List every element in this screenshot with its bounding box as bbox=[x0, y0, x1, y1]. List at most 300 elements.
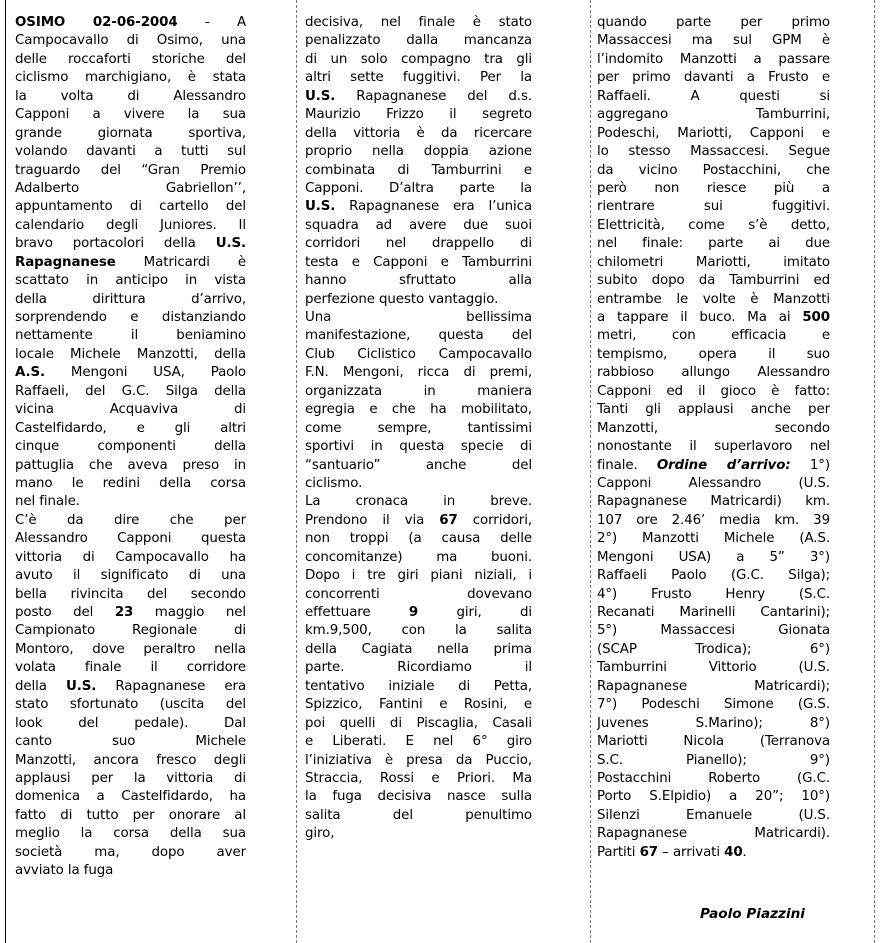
text-line bbox=[597, 14, 830, 32]
text-run: Tamburrini Vittorio (U.S. bbox=[597, 660, 830, 676]
text-run: grande giornata sportiva, bbox=[15, 125, 246, 141]
text-line bbox=[597, 844, 830, 862]
text-run: C’è da dire che per bbox=[15, 512, 246, 528]
text-run: Mengoni USA) a 5” 3°) bbox=[597, 549, 830, 565]
text-line bbox=[597, 217, 830, 235]
text-run: testa e Capponi e Tamburrini bbox=[305, 254, 532, 270]
text-run: Partiti bbox=[597, 844, 640, 860]
text-run: volando davanti a tutti sul bbox=[15, 144, 246, 160]
text-run: hanno sfruttato alla bbox=[305, 273, 532, 289]
text-run: Adalberto Gabriellon’’, bbox=[15, 180, 246, 196]
text-run: Capponi. D’altra parte la bbox=[305, 180, 532, 196]
text-run: bravo portacolori della bbox=[15, 236, 216, 252]
text-line bbox=[305, 346, 532, 364]
text-run: Rapagnanese Matricardi); bbox=[597, 678, 830, 694]
text-line bbox=[305, 401, 532, 419]
text-line bbox=[597, 198, 830, 216]
text-run: lo stesso Massaccesi. Segue bbox=[597, 144, 830, 160]
text-line bbox=[15, 825, 246, 843]
text-run: metri, con efficacia e bbox=[597, 328, 830, 344]
text-line bbox=[305, 32, 532, 50]
text-run: giri, di bbox=[418, 605, 532, 620]
text-run: scattato in anticipo in vista bbox=[15, 273, 246, 289]
text-line bbox=[597, 88, 830, 106]
text-line bbox=[15, 69, 246, 87]
text-line bbox=[15, 512, 246, 530]
text-line bbox=[15, 125, 246, 143]
text-line bbox=[15, 438, 246, 456]
text-run: Club Ciclistico Campocavallo bbox=[305, 346, 532, 362]
text-run: Postacchini Roberto (G.C. bbox=[597, 770, 830, 786]
text-run: Prendono il via bbox=[305, 512, 440, 528]
text-run: corridori, bbox=[457, 512, 532, 528]
text-line bbox=[15, 401, 246, 419]
text-line bbox=[597, 752, 830, 770]
text-run: bella rivincita del secondo bbox=[15, 586, 246, 602]
text-run: . bbox=[742, 844, 747, 860]
text-line bbox=[305, 162, 532, 180]
text-line bbox=[597, 401, 830, 419]
text-line bbox=[15, 180, 246, 198]
text-line bbox=[15, 51, 246, 69]
text-line bbox=[305, 678, 532, 696]
text-run: - A bbox=[177, 15, 246, 30]
text-run: quando parte per primo bbox=[597, 15, 830, 30]
text-run: Podeschi, Mariotti, Capponi e bbox=[597, 125, 830, 141]
text-run: la fuga decisiva nasce sulla bbox=[305, 789, 532, 805]
text-line bbox=[597, 530, 830, 548]
text-line bbox=[305, 291, 532, 309]
text-run: “santuario” anche del bbox=[305, 457, 532, 473]
text-run: vicina Acquaviva di bbox=[15, 402, 246, 418]
bold-text-run: U.S. bbox=[65, 678, 97, 694]
text-line bbox=[305, 604, 532, 622]
text-line bbox=[305, 475, 532, 493]
text-run: per primo davanti a Frusto e bbox=[597, 70, 830, 86]
bold-text-run: A.S. bbox=[15, 365, 46, 381]
text-line bbox=[597, 346, 830, 364]
text-line bbox=[15, 844, 246, 862]
text-run: Campocavallo di Osimo, una bbox=[15, 33, 246, 49]
text-line bbox=[597, 493, 830, 511]
text-run: come sempre, tantissimi bbox=[305, 420, 532, 436]
text-run: nonostante il superlavoro nel bbox=[597, 439, 830, 455]
text-run: volata finale il corridore bbox=[15, 660, 246, 676]
text-run: appuntamento di cartello del bbox=[15, 199, 246, 215]
text-line bbox=[597, 567, 830, 585]
article-column-1 bbox=[15, 14, 246, 881]
text-run: giro, bbox=[305, 826, 335, 842]
text-run: rientrare sui fuggitivi. bbox=[597, 199, 830, 215]
text-run: altri sette fuggitivi. Per la bbox=[305, 70, 532, 86]
text-line bbox=[305, 125, 532, 143]
text-line bbox=[15, 106, 246, 124]
text-line bbox=[305, 143, 532, 161]
text-line bbox=[305, 641, 532, 659]
text-line bbox=[305, 327, 532, 345]
text-run: Una bellissima bbox=[305, 310, 532, 325]
text-run: locale Michele Manzotti, della bbox=[15, 346, 246, 362]
text-line bbox=[305, 106, 532, 124]
text-line bbox=[305, 788, 532, 806]
article-column-2 bbox=[305, 14, 532, 844]
text-line bbox=[305, 825, 532, 843]
text-line bbox=[597, 106, 830, 124]
text-line bbox=[15, 346, 246, 364]
text-line bbox=[305, 254, 532, 272]
text-line bbox=[305, 622, 532, 640]
text-run: fatto di tutto per onorare al bbox=[15, 807, 246, 823]
text-line bbox=[305, 364, 532, 382]
column-divider-2 bbox=[590, 0, 591, 943]
text-line bbox=[305, 309, 532, 327]
text-run: finale. bbox=[597, 457, 657, 473]
text-line bbox=[597, 51, 830, 69]
text-line bbox=[597, 420, 830, 438]
text-run: pattuglia che aveva preso in bbox=[15, 457, 246, 473]
text-run: Matricardi è bbox=[115, 254, 246, 270]
text-line bbox=[15, 291, 246, 309]
text-line bbox=[305, 549, 532, 567]
text-run: 107 ore 2.46’ media km. 39 bbox=[597, 512, 830, 528]
text-run: egregia e che ha mobilitato, bbox=[305, 402, 532, 418]
text-line bbox=[305, 438, 532, 456]
text-line bbox=[15, 659, 246, 677]
text-run: Alessandro Capponi questa bbox=[15, 531, 246, 547]
text-run: (SCAP Trodica); 6°) bbox=[597, 641, 830, 657]
bold-italic-text-run: Ordine d’arrivo: bbox=[656, 457, 791, 473]
text-run: 7°) Podeschi Simone (G.S. bbox=[597, 697, 830, 713]
text-line bbox=[305, 752, 532, 770]
text-run: 2°) Manzotti Michele (A.S. bbox=[597, 531, 830, 547]
text-run: parte. Ricordiamo il bbox=[305, 660, 532, 676]
text-line bbox=[597, 733, 830, 751]
text-run: l’iniziativa è presa da Puccio, bbox=[305, 752, 532, 768]
text-line bbox=[15, 604, 246, 622]
text-line bbox=[15, 641, 246, 659]
text-run: da vicino Postacchini, che bbox=[597, 162, 830, 178]
text-line bbox=[15, 364, 246, 382]
text-run: perfezione questo vantaggio. bbox=[305, 291, 499, 307]
text-run: Rapagnanese era l’unica bbox=[335, 199, 532, 215]
text-line bbox=[15, 715, 246, 733]
bold-text-run: 40 bbox=[724, 844, 743, 860]
text-line bbox=[597, 641, 830, 659]
text-line bbox=[15, 327, 246, 345]
text-line bbox=[305, 217, 532, 235]
text-line bbox=[15, 770, 246, 788]
text-run: cinque componenti della bbox=[15, 439, 246, 455]
text-run: squadra ad avere due suoi bbox=[305, 217, 532, 233]
text-run: chilometri Mariotti, imitato bbox=[597, 254, 830, 270]
text-run: ciclismo. bbox=[305, 475, 363, 491]
text-run: Maurizio Frizzo il segreto bbox=[305, 107, 532, 123]
text-line bbox=[597, 512, 830, 530]
text-run: Raffaeli. A questi si bbox=[597, 88, 830, 104]
text-line bbox=[597, 438, 830, 456]
text-line bbox=[15, 217, 246, 235]
text-run: 5°) Massaccesi Gionata bbox=[597, 623, 830, 639]
text-run: La cronaca in breve. bbox=[305, 494, 532, 510]
text-line bbox=[15, 272, 246, 290]
text-run: km.9,500, con la salita bbox=[305, 623, 532, 639]
text-line bbox=[305, 715, 532, 733]
text-run: Dopo i tre giri piani niziali, i bbox=[305, 568, 532, 584]
text-run: a tappare il buco. Ma ai bbox=[597, 310, 803, 325]
text-line bbox=[15, 383, 246, 401]
text-run: salita del penultimo bbox=[305, 807, 532, 823]
text-line bbox=[15, 733, 246, 751]
bold-text-run: 67 bbox=[639, 844, 659, 860]
text-run: organizzata in maniera bbox=[305, 383, 532, 399]
text-line bbox=[15, 586, 246, 604]
text-line bbox=[597, 457, 830, 475]
bold-text-run: 500 bbox=[802, 310, 830, 325]
text-line bbox=[15, 198, 246, 216]
text-run: concorrenti dovevano bbox=[305, 586, 532, 602]
text-line bbox=[597, 696, 830, 714]
text-run: della dirittura d’arrivo, bbox=[15, 291, 246, 307]
text-line bbox=[597, 659, 830, 677]
text-line bbox=[15, 143, 246, 161]
text-line bbox=[597, 383, 830, 401]
text-run: domenica a Castelfidardo, ha bbox=[15, 789, 246, 805]
text-line bbox=[15, 622, 246, 640]
text-line bbox=[15, 475, 246, 493]
text-run: entrambe le volte è Manzotti bbox=[597, 291, 830, 307]
text-run: mano le redini della corsa bbox=[15, 475, 246, 491]
text-run: Raffaeli Paolo (G.C. Silga); bbox=[597, 568, 830, 584]
text-line bbox=[597, 586, 830, 604]
column-divider-left-edge bbox=[5, 0, 6, 943]
text-run: Manzotti, secondo bbox=[597, 420, 830, 436]
text-run: effettuare bbox=[305, 605, 409, 620]
text-run: della vittoria è da ricercare bbox=[305, 125, 532, 141]
column-divider-right-edge bbox=[874, 0, 875, 943]
text-line bbox=[305, 807, 532, 825]
text-run: avuto il significato di una bbox=[15, 568, 246, 584]
text-run: Manzotti, ancora fresco degli bbox=[15, 752, 246, 768]
text-run: sportivi in questa specie di bbox=[305, 439, 532, 455]
text-run: nel finale: parte ai due bbox=[597, 236, 830, 252]
text-line bbox=[15, 530, 246, 548]
text-run: di un solo compagno tra gli bbox=[305, 51, 532, 67]
text-run: tempismo, opera il suo bbox=[597, 346, 830, 362]
text-line bbox=[597, 549, 830, 567]
bold-text-run: U.S. bbox=[305, 199, 336, 215]
text-line bbox=[597, 364, 830, 382]
text-run: Montoro, dove peraltro nella bbox=[15, 641, 246, 657]
text-line bbox=[15, 567, 246, 585]
text-line bbox=[305, 696, 532, 714]
text-run: concomitanze) ma buoni. bbox=[305, 549, 532, 565]
text-run: delle roccaforti storiche del bbox=[15, 51, 246, 67]
text-run: Capponi ed il gioco è fatto: bbox=[597, 383, 830, 399]
text-line bbox=[305, 235, 532, 253]
text-line bbox=[305, 88, 532, 106]
text-line bbox=[15, 807, 246, 825]
text-line bbox=[597, 475, 830, 493]
text-run: rabbioso allungo Alessandro bbox=[597, 365, 830, 381]
text-run: penalizzato dalla mancanza bbox=[305, 33, 532, 49]
text-line bbox=[597, 291, 830, 309]
text-line bbox=[15, 88, 246, 106]
text-line bbox=[15, 457, 246, 475]
bold-text-run: Rapagnanese bbox=[15, 254, 116, 270]
text-run: Spizzico, Fantini e Rosini, e bbox=[305, 697, 532, 713]
text-line bbox=[597, 125, 830, 143]
text-line bbox=[15, 752, 246, 770]
bold-text-run: 67 bbox=[439, 512, 458, 528]
text-run: Mengoni USA, Paolo bbox=[45, 365, 246, 381]
text-line bbox=[15, 678, 246, 696]
text-run: Elettricità, come s’è detto, bbox=[597, 217, 830, 233]
text-run: 4°) Frusto Henry (S.C. bbox=[597, 586, 830, 602]
text-run: subito dopo da Tamburrini ed bbox=[597, 273, 830, 289]
text-line bbox=[597, 235, 830, 253]
text-line bbox=[15, 32, 246, 50]
text-line bbox=[305, 457, 532, 475]
bold-wrapper bbox=[657, 458, 791, 473]
bold-text-run: OSIMO 02-06-2004 bbox=[15, 15, 178, 30]
text-line bbox=[597, 770, 830, 788]
text-line bbox=[597, 622, 830, 640]
text-line bbox=[15, 235, 246, 253]
bold-text-run: 9 bbox=[408, 605, 419, 620]
text-run: maggio nel bbox=[133, 605, 246, 620]
text-line bbox=[597, 309, 830, 327]
text-run: proprio nella doppia azione bbox=[305, 144, 532, 160]
text-line bbox=[305, 14, 532, 32]
text-line bbox=[597, 327, 830, 345]
text-run: aggregano Tamburrini, bbox=[597, 107, 830, 123]
text-line bbox=[305, 272, 532, 290]
text-run: della bbox=[15, 678, 66, 694]
text-line bbox=[597, 162, 830, 180]
text-line bbox=[15, 788, 246, 806]
text-line bbox=[597, 32, 830, 50]
text-line bbox=[15, 162, 246, 180]
text-line bbox=[597, 604, 830, 622]
text-run: Capponi Alessandro (U.S. bbox=[597, 475, 830, 491]
text-run: Capponi a vivere la sua bbox=[15, 107, 246, 123]
text-line bbox=[305, 770, 532, 788]
text-run: S.C. Pianello); 9°) bbox=[597, 752, 830, 768]
text-run: e Liberati. E nel 6° giro bbox=[305, 734, 532, 750]
text-line bbox=[597, 788, 830, 806]
text-run: Rapagnanese del d.s. bbox=[335, 88, 532, 104]
text-line bbox=[597, 254, 830, 272]
text-line bbox=[597, 143, 830, 161]
text-run: look del pedale). Dal bbox=[15, 715, 246, 731]
text-line bbox=[597, 825, 830, 843]
text-line bbox=[305, 733, 532, 751]
text-run: 1°) bbox=[790, 457, 830, 473]
text-run: della Cagiata nella prima bbox=[305, 641, 532, 657]
text-line bbox=[15, 309, 246, 327]
text-run: Rapagnanese Matricardi). bbox=[597, 826, 830, 842]
text-run: manifestazione, questa del bbox=[305, 328, 532, 344]
text-run: Silenzi Emanuele (U.S. bbox=[597, 807, 830, 823]
text-run: non troppi (a causa delle bbox=[305, 531, 532, 547]
text-run: Rapagnanese Matricardi) km. bbox=[597, 494, 830, 510]
text-line bbox=[597, 272, 830, 290]
text-line bbox=[305, 69, 532, 87]
text-line bbox=[305, 198, 532, 216]
text-run: traguardo del “Gran Premio bbox=[15, 162, 246, 178]
text-line bbox=[15, 696, 246, 714]
text-run: avviato la fuga bbox=[15, 863, 114, 879]
text-run: Rapagnanese era bbox=[96, 678, 246, 694]
text-run: sorprendendo e distanziando bbox=[15, 310, 246, 325]
text-run: stato sfortunato (uscita del bbox=[15, 697, 246, 713]
text-line bbox=[597, 807, 830, 825]
text-run: Recanati Marinelli Cantarini); bbox=[597, 605, 830, 620]
text-line bbox=[597, 678, 830, 696]
text-run: Castelfidardo, e gli altri bbox=[15, 420, 246, 436]
text-line bbox=[15, 254, 246, 272]
text-line bbox=[305, 383, 532, 401]
text-run: Straccia, Rossi e Priori. Ma bbox=[305, 770, 532, 786]
text-line bbox=[305, 512, 532, 530]
text-line bbox=[305, 180, 532, 198]
bold-text-run: 23 bbox=[114, 605, 134, 620]
text-run: vittoria di Campocavallo ha bbox=[15, 549, 246, 565]
text-run: poi quelli di Piscaglia, Casali bbox=[305, 715, 532, 731]
text-line bbox=[305, 586, 532, 604]
text-run: Tanti gli applausi anche per bbox=[597, 402, 830, 418]
text-run: calendario degli Juniores. Il bbox=[15, 217, 246, 233]
text-line bbox=[597, 69, 830, 87]
text-run: canto suo Michele bbox=[15, 734, 246, 750]
article-column-3 bbox=[597, 14, 830, 862]
text-line bbox=[305, 659, 532, 677]
text-line bbox=[305, 530, 532, 548]
text-run: società ma, dopo aver bbox=[15, 844, 246, 860]
text-run: Juvenes S.Marino); 8°) bbox=[597, 715, 830, 731]
text-run: – arrivati bbox=[658, 844, 725, 860]
text-run: Raffaeli, del G.C. Silga della bbox=[15, 383, 246, 399]
text-line bbox=[15, 420, 246, 438]
text-line bbox=[15, 14, 246, 32]
bold-text-run: U.S. bbox=[305, 88, 336, 104]
bold-text-run: U.S. bbox=[215, 236, 246, 252]
column-divider-1 bbox=[296, 0, 297, 943]
text-run: la volta di Alessandro bbox=[15, 88, 246, 104]
text-line bbox=[15, 493, 246, 511]
text-run: l’indomito Manzotti a passare bbox=[597, 51, 830, 67]
text-run: meglio la corsa della sua bbox=[15, 826, 246, 842]
text-line bbox=[15, 862, 246, 880]
text-run: nel finale. bbox=[15, 494, 80, 510]
text-run: F.N. Mengoni, ricca di premi, bbox=[305, 365, 532, 381]
text-line bbox=[305, 567, 532, 585]
text-run: Porto S.Elpidio) a 20”; 10°) bbox=[597, 789, 830, 805]
text-run: nettamente il beniamino bbox=[15, 328, 246, 344]
text-run: tentativo iniziale di Petta, bbox=[305, 678, 532, 694]
text-run: Massaccesi ma sul GPM è bbox=[597, 33, 830, 49]
text-run: combinata di Tamburrini e bbox=[305, 162, 532, 178]
text-run: però non riesce più a bbox=[597, 180, 830, 196]
text-line bbox=[15, 549, 246, 567]
text-line bbox=[305, 51, 532, 69]
text-run: corridori nel drappello di bbox=[305, 236, 532, 252]
text-run: Mariotti Nicola (Terranova bbox=[597, 734, 830, 750]
text-run: applausi per la vittoria di bbox=[15, 770, 246, 786]
author-signature: Paolo Piazzini bbox=[700, 906, 805, 922]
text-line bbox=[305, 493, 532, 511]
text-run: Campionato Regionale di bbox=[15, 623, 246, 639]
